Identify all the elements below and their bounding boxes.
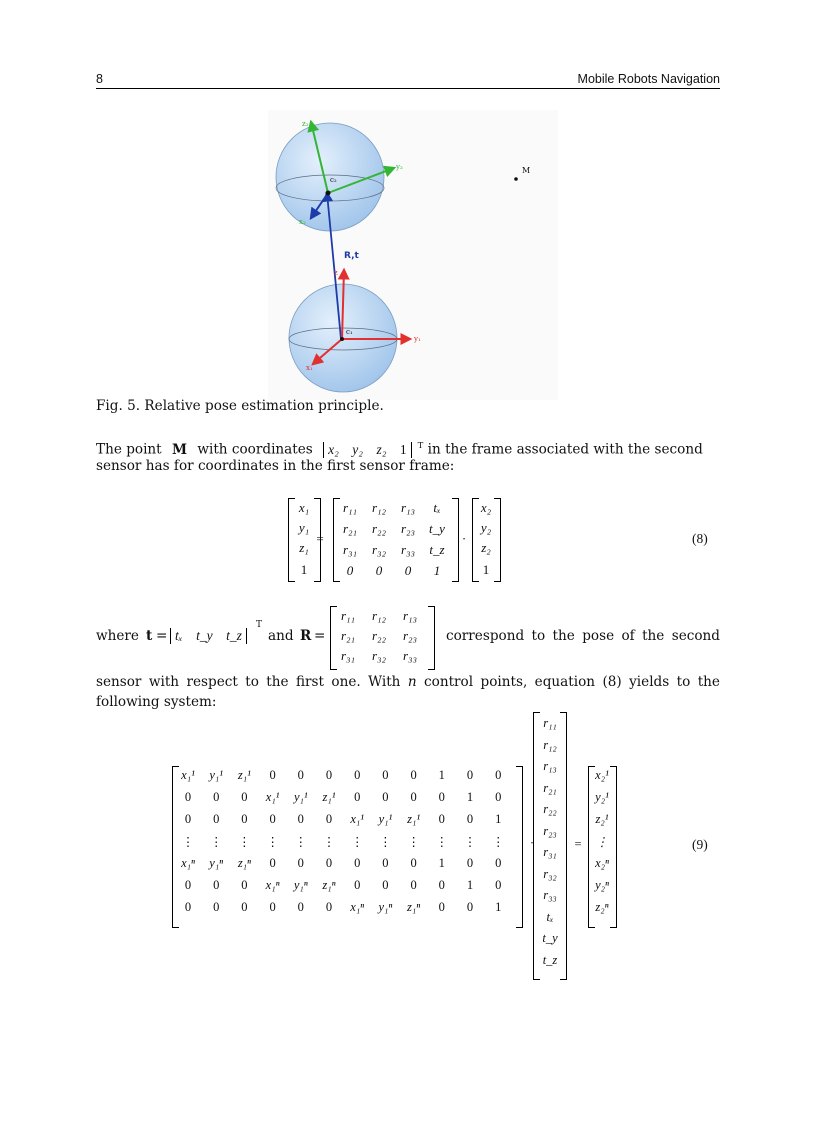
eq9-matrix-entry: 0 [325, 856, 333, 870]
eq9-matrix-entry: 0 [438, 878, 445, 892]
bracket [288, 498, 295, 582]
eq9-matrix-entry: ⋮ [435, 835, 449, 849]
t-entry: t_z [226, 628, 242, 643]
eq8-matrix-entry: t_y [429, 521, 445, 536]
eq9-matrix-entry: y₁ⁿ [293, 878, 308, 892]
eq8-matrix-entry: 0 [346, 563, 354, 578]
eq9-matrix-entry: ⋮ [407, 835, 420, 849]
eq9-matrix-entry: x₁¹ [265, 790, 280, 804]
eq9-unknown-entry: r₃₃ [543, 888, 557, 902]
eq9-matrix-entry: 1 [495, 900, 502, 914]
eq8-matrix-entry: r₂₃ [400, 521, 416, 536]
r-matrix-entry: r₂₂ [371, 628, 387, 643]
label-rt: R,t [344, 251, 359, 261]
r-matrix-entry: r₁₁ [340, 608, 356, 623]
vec-entry: y₂ [352, 441, 363, 457]
eq9-matrix-entry: y₁¹ [209, 768, 224, 782]
transpose: T [256, 620, 263, 630]
eq9-matrix-entry: z₁ⁿ [407, 900, 421, 914]
eq9-matrix-entry: 0 [495, 856, 502, 870]
bracket [452, 498, 459, 582]
eq9-matrix-entry: 0 [297, 812, 304, 826]
header-rule [96, 88, 720, 89]
eq9-matrix-entry: 0 [269, 900, 276, 914]
label-y2: y₂ [396, 163, 403, 171]
eq9-dot: · [529, 836, 535, 850]
r-matrix-entry: r₃₃ [402, 648, 418, 663]
eq9-matrix-entry: 0 [269, 768, 276, 782]
eq8-left-entry: x₁ [298, 500, 310, 515]
eq9-matrix-entry: 0 [354, 768, 361, 782]
symbol-m: M [171, 441, 188, 458]
eq9-matrix-entry: 0 [241, 878, 248, 892]
eq8-dot: · [461, 531, 467, 546]
eq9-matrix-entry: 0 [297, 768, 304, 782]
eq9-unknown-entry: r₃₂ [543, 866, 557, 881]
eq9-matrix-entry: y₁ⁿ [378, 900, 393, 914]
eq8-left-entry: 1 [300, 562, 308, 577]
eq9-matrix-entry: 0 [354, 878, 361, 892]
text: with coordinates [197, 441, 313, 458]
eq9-rhs-entry: x₂¹ [595, 768, 609, 782]
eq9-matrix-entry: ⋮ [209, 835, 223, 849]
eq9-matrix-entry: 0 [438, 790, 445, 804]
eq9-matrix-entry: 1 [466, 790, 474, 804]
eq8-left-entry: y₁ [298, 520, 310, 535]
t-entry: tₓ [175, 628, 183, 643]
bracket [472, 498, 479, 582]
eq9-matrix-entry: 0 [354, 790, 361, 804]
eq8-matrix-entry: t_z [429, 542, 445, 557]
eq9-number: (9) [692, 837, 708, 852]
eq9-rhs-entry: z₂¹ [595, 812, 609, 826]
eq9-matrix-entry: 0 [410, 856, 417, 870]
eq9-matrix-entry: y₁ⁿ [209, 856, 224, 870]
eq8-matrix-entry: tₓ [433, 500, 441, 515]
eq9-matrix-entry: ⋮ [491, 835, 505, 849]
eq8-matrix-entry: r₃₂ [371, 542, 387, 557]
eq9-matrix-entry: x₁ⁿ [181, 856, 195, 870]
eq9-matrix-entry: 0 [325, 812, 333, 826]
eq8-number: (8) [692, 531, 708, 546]
paragraph-1-line-1: The point M with coordinates x₂ y₂ z₂ 1 $^T$ in the frame associated with the second [96, 441, 703, 458]
eq8-right-entry: 1 [482, 562, 490, 577]
eq9-matrix-entry: 0 [466, 856, 474, 870]
and-text: and [268, 628, 294, 644]
eq9-rhs-entry: z₂ⁿ [595, 900, 609, 914]
eq8-matrix-entry: r₂₂ [371, 521, 387, 536]
label-m: M [522, 166, 531, 175]
bracket [333, 498, 340, 582]
eq9-unknown-entry: tₓ [546, 909, 554, 924]
text: sensor with respect to the first one. With [96, 674, 401, 690]
bracket [314, 498, 321, 582]
eq9-matrix-entry: 1 [466, 878, 474, 892]
eq9-matrix-entry: 0 [466, 900, 474, 914]
label-c2: c₂ [330, 176, 337, 184]
paragraph-2-line-3: following system: [96, 694, 217, 710]
t-entry: t_y [196, 628, 213, 643]
eq9-matrix-entry: 0 [213, 900, 220, 914]
eq9-matrix-entry: 0 [184, 790, 192, 804]
eq9-matrix-entry: ⋮ [350, 835, 364, 849]
eq8-right-entry: x₂ [480, 500, 492, 515]
eq9-matrix-entry: y₁¹ [378, 812, 393, 826]
bracket [494, 498, 501, 582]
eq9-matrix-entry: y₁¹ [293, 790, 308, 804]
eq8-matrix-entry: 0 [375, 563, 383, 578]
symbol-n: n [407, 674, 417, 690]
eq9-matrix-entry: 0 [269, 812, 276, 826]
vec-entry: x₂ [328, 441, 339, 457]
eq8-matrix-entry: r₁₁ [342, 500, 358, 515]
figure-caption: Fig. 5. Relative pose estimation principle. [96, 398, 384, 414]
eq9-matrix-entry: z₁¹ [322, 790, 336, 804]
eq9-matrix-entry: 0 [354, 856, 361, 870]
eq9-matrix-entry: 0 [241, 900, 248, 914]
eq9-matrix-entry: 0 [382, 768, 389, 782]
eq8-left-entry: z₁ [299, 540, 309, 555]
eq8-matrix-entry: r₃₃ [400, 542, 416, 557]
eq9-matrix-entry: 0 [495, 878, 502, 892]
eq8-right-entry: y₂ [480, 520, 492, 535]
eq9-matrix-entry: 0 [184, 812, 192, 826]
eq9-matrix-entry: ⋮ [379, 835, 392, 849]
label-z1: z [334, 269, 338, 277]
eq9-matrix-entry: ⋮ [294, 835, 308, 849]
eq9-matrix-entry: ⋮ [238, 835, 251, 849]
vec-entry: z₂ [376, 441, 387, 457]
eq9-matrix-entry: 0 [297, 900, 304, 914]
eq9-matrix-entry: 0 [466, 768, 474, 782]
label-x2: x₂ [299, 218, 306, 226]
paragraph-2-line-2 [96, 672, 720, 692]
eq8-matrix-entry: r₁₂ [371, 500, 387, 515]
paragraph-1-line-2: sensor has for coordinates in the first sensor frame: [96, 458, 455, 474]
eq8-matrix-entry: r₂₁ [342, 521, 358, 536]
text: in the frame associated with the second [427, 441, 703, 458]
eq9-matrix-entry: 0 [410, 790, 417, 804]
eq9-matrix-entry: ⋮ [322, 835, 336, 849]
eq9-unknown-entry: r₃₁ [543, 845, 557, 859]
eq8-matrix-entry: r₃₁ [342, 542, 358, 557]
equals: = [156, 628, 168, 644]
t-vector [170, 628, 247, 644]
eq9-rhs-entry: y₂¹ [595, 790, 609, 804]
eq8-matrix-entry: r₁₃ [400, 500, 416, 515]
eq9-matrix-entry: x₁ⁿ [265, 878, 280, 892]
symbol-t: t [146, 628, 153, 644]
eq9-matrix-entry: 0 [410, 768, 417, 782]
eq9-matrix-entry: 0 [382, 878, 389, 892]
label-y1: y₁ [414, 335, 421, 343]
eq9-matrix-entry: 0 [184, 900, 192, 914]
label-c1: c₁ [346, 328, 353, 336]
eq9-matrix-entry: 0 [325, 900, 333, 914]
eq9-matrix-entry: 0 [241, 790, 248, 804]
eq9-unknown-entry: t_z [542, 952, 558, 967]
eq9-matrix-entry: z₁¹ [407, 812, 421, 826]
symbol-r: R [300, 628, 312, 644]
paragraph-2-tail: correspond to the pose of the second [446, 628, 720, 644]
eq8-right-entry: z₂ [481, 540, 491, 555]
eq9-matrix-entry: 0 [495, 768, 502, 782]
eq8-matrix-entry: 0 [404, 563, 412, 578]
eq9-matrix-entry: ⋮ [266, 835, 279, 849]
eq9-equals: = [574, 837, 582, 851]
eq9-matrix-entry: 1 [438, 856, 445, 870]
eq9-rhs-entry: x₂ⁿ [595, 856, 609, 870]
label-x1: x₁ [306, 364, 313, 372]
text: control points, equation (8) yields to the [424, 674, 720, 690]
eq9-matrix-entry: ⋮ [181, 835, 195, 849]
r-matrix-entry: r₃₂ [371, 648, 387, 663]
text: The point [96, 441, 162, 458]
r-matrix-entry: r₃₁ [340, 648, 356, 663]
eq9-matrix-entry: 0 [297, 856, 304, 870]
eq9-matrix-entry: x₁¹ [350, 812, 365, 826]
eq9-matrix-entry: 0 [213, 790, 220, 804]
eq9-matrix-entry: 0 [466, 812, 474, 826]
r-matrix-entry: r₁₂ [371, 608, 387, 623]
eq9-matrix-entry: z₁ⁿ [322, 878, 336, 892]
eq9-unknown-entry: r₂₁ [543, 780, 557, 795]
equals: = [314, 628, 326, 644]
origin-c1 [340, 337, 344, 341]
eq9-matrix-entry: ⋮ [463, 835, 477, 849]
eq9-rhs-entry: ⋮ [595, 835, 609, 849]
eq9-matrix-entry: 0 [241, 812, 248, 826]
eq9-unknown-entry: r₂₃ [543, 823, 557, 838]
r-matrix-entry: r₂₃ [402, 628, 418, 643]
eq9-unknown-entry: r₁₃ [543, 759, 557, 773]
eq9-matrix-entry: 0 [438, 812, 445, 826]
eq9-matrix-entry: 0 [382, 856, 389, 870]
eq9-matrix-entry: 0 [325, 768, 333, 782]
eq9-rhs-entry: y₂ⁿ [595, 878, 609, 892]
eq9-matrix-entry: 0 [269, 856, 276, 870]
eq9-matrix-entry: 0 [382, 790, 389, 804]
eq9-unknown-entry: r₂₂ [543, 802, 557, 816]
vec-entry: 1 [399, 441, 407, 457]
eq9-matrix-entry: 0 [410, 878, 417, 892]
label-z2: z₂ [302, 120, 309, 128]
eq9-matrix-entry: 1 [438, 768, 445, 782]
eq9-unknown-entry: r₁₂ [543, 737, 557, 752]
eq9-matrix-entry: 0 [184, 878, 192, 892]
eq9-matrix-entry: x₁¹ [181, 768, 195, 782]
r-matrix-entry: r₁₃ [402, 608, 418, 623]
eq9-matrix-entry: z₁¹ [237, 768, 251, 782]
eq8-equals: = [316, 531, 324, 546]
eq9-matrix-entry: x₁ⁿ [350, 900, 365, 914]
running-title: Mobile Robots Navigation [577, 72, 720, 86]
page-number: 8 [96, 72, 103, 86]
eq9-matrix-entry: 0 [213, 878, 220, 892]
eq9-matrix-entry: z₁ⁿ [237, 856, 251, 870]
eq9-matrix-entry: 0 [213, 812, 220, 826]
point-m [514, 177, 518, 181]
eq9-unknown-entry: t_y [542, 931, 558, 945]
pose-figure [268, 110, 558, 400]
bracket [428, 606, 435, 670]
eq8-matrix-entry: 1 [433, 563, 441, 578]
eq9-matrix-entry: 0 [438, 900, 445, 914]
origin-c2 [326, 191, 331, 196]
where-text: where [96, 628, 139, 644]
eq9-matrix-entry: 1 [495, 812, 502, 826]
eq9-unknown-entry: r₁₁ [543, 716, 557, 730]
eq9-matrix-entry: 0 [495, 790, 502, 804]
r-matrix-entry: r₂₁ [340, 628, 356, 643]
